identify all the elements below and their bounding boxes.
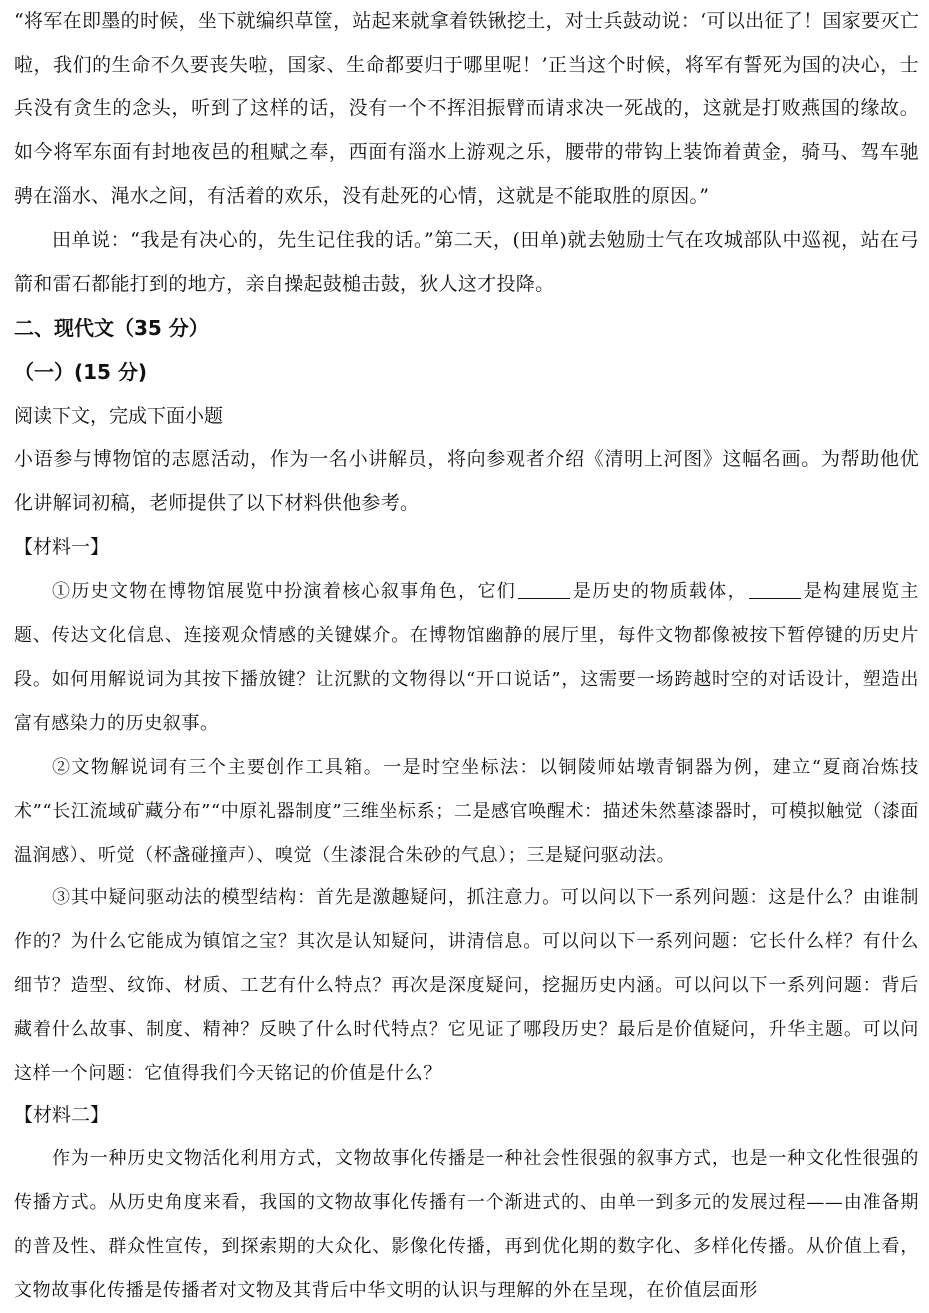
subsection1-heading: （一）(15 分) xyxy=(14,360,148,384)
p1-part-b: 是历史的物质载体， xyxy=(572,581,747,602)
material2-paragraph xyxy=(14,1137,919,1313)
quote-text: “将军在即墨的时候，坐下就编织草筐，站起来就拿着铁锹挖土，对士兵鼓动说：‘可以出征了！国家要灭亡啦，我们的生命不久要丧失啦，国家、生命都要归于哪里呢！’正当这个时候，将军有誓死为国的决心，士兵没有贪生的念头，听到了这样的话，没有一个不挥泪振臂而请求决一死战的，这就是打败燕国的缘故。如今将军东面有封地夜邑的租赋之奉，西面有淄水上游观之乐，腰带的带钩上装饰着黄金，骑马、驾车驰骋在淄水、渑水之间，有活着的欢乐，没有赴死的心情，这就是不能取胜的原因。” xyxy=(14,10,919,207)
paragraph-3-text: ③其中疑问驱动法的模型结构：首先是激趣疑问，抓注意力。可以问以下一系列问题：这是什么？由谁制作的？为什么它能成为镇馆之宝？其次是认知疑问，讲清信息。可以问以下一系列问题：它长什么样？有什么细节？造型、纹饰、材质、工艺有什么特点？再次是深度疑问，挖掘历史内涵。可以问以下一系列问题：背后藏着什么故事、制度、精神？反映了什么时代特点？它见证了哪段历史？最后是价值疑问，升华主题。可以问这样一个问题：它值得我们今天铭记的价值是什么？ xyxy=(14,887,919,1084)
paragraph-1-text xyxy=(14,570,919,746)
fill-blank-1 xyxy=(518,580,570,599)
paragraph-4-text: 作为一种历史文物活化利用方式，文物故事化传播是一种社会性很强的叙事方式，也是一种文化性很强的传播方式。从历史角度来看，我国的文物故事化传播有一个渐进式的、由单一到多元的发展过程——由准备期的普及性、群众性宣传，到探索期的大众化、影像化传播，再到优化期的数字化、多样化传播。从价值上看，文物故事化传播是传播者对文物及其背后中华文明的认识与理解的外在呈现，在价值层面形 xyxy=(14,1148,919,1301)
instruction-text: 阅读下文，完成下面小题 xyxy=(14,405,224,427)
reading-instruction xyxy=(14,394,223,438)
material1-paragraph-1 xyxy=(14,570,919,746)
material2-label xyxy=(14,1093,109,1137)
material2-label-text: 【材料二】 xyxy=(14,1104,110,1126)
section-heading xyxy=(14,306,209,350)
passage-quote-paragraph xyxy=(14,0,919,219)
p1-part-c: 是构建展览主题、传达文化信息、连接观众情感的关键媒介。在博物馆幽静的展厅里，每件文物都像被按下暂停键的历史片段。如何用解说词为其按下播放键？让沉默的文物得以“开口说话”，这需要一场跨越时空的对话设计，塑造出富有感染力的历史叙事。 xyxy=(14,581,919,734)
paragraph-2-text: ②文物解说词有三个主要创作工具箱。一是时空坐标法：以铜陵师姑墩青铜器为例，建立“夏商冶炼技术”“长江流域矿藏分布”“中原礼器制度”三维坐标系；二是感官唤醒术：描述朱然墓漆器时，可模拟触觉（漆面温润感）、听觉（杯盏碰撞声）、嗅觉（生漆混合朱砂的气息）；三是疑问驱动法。 xyxy=(14,757,919,866)
material1-label xyxy=(14,525,109,569)
intro-paragraph xyxy=(14,438,919,525)
subsection-heading xyxy=(14,350,147,394)
tiandan-text: 田单说：“我是有决心的，先生记住我的话。”第二天，(田单)就去勉励士气在攻城部队中巡视，站在弓箭和雷石都能打到的地方，亲自操起鼓槌击鼓，狄人这才投降。 xyxy=(14,229,919,295)
section2-heading: 二、现代文（35 分） xyxy=(14,316,209,340)
material1-paragraph-3 xyxy=(14,876,919,1096)
passage-tiandan-paragraph xyxy=(14,219,919,306)
material1-label-text: 【材料一】 xyxy=(14,536,110,558)
material1-paragraph-2 xyxy=(14,746,919,878)
p1-part-a: ①历史文物在博物馆展览中扮演着核心叙事角色，它们 xyxy=(52,581,517,602)
intro-text: 小语参与博物馆的志愿活动，作为一名小讲解员，将向参观者介绍《清明上河图》这幅名画。为帮助他优化讲解词初稿，老师提供了以下材料供他参考。 xyxy=(14,448,919,514)
fill-blank-2 xyxy=(749,580,801,599)
